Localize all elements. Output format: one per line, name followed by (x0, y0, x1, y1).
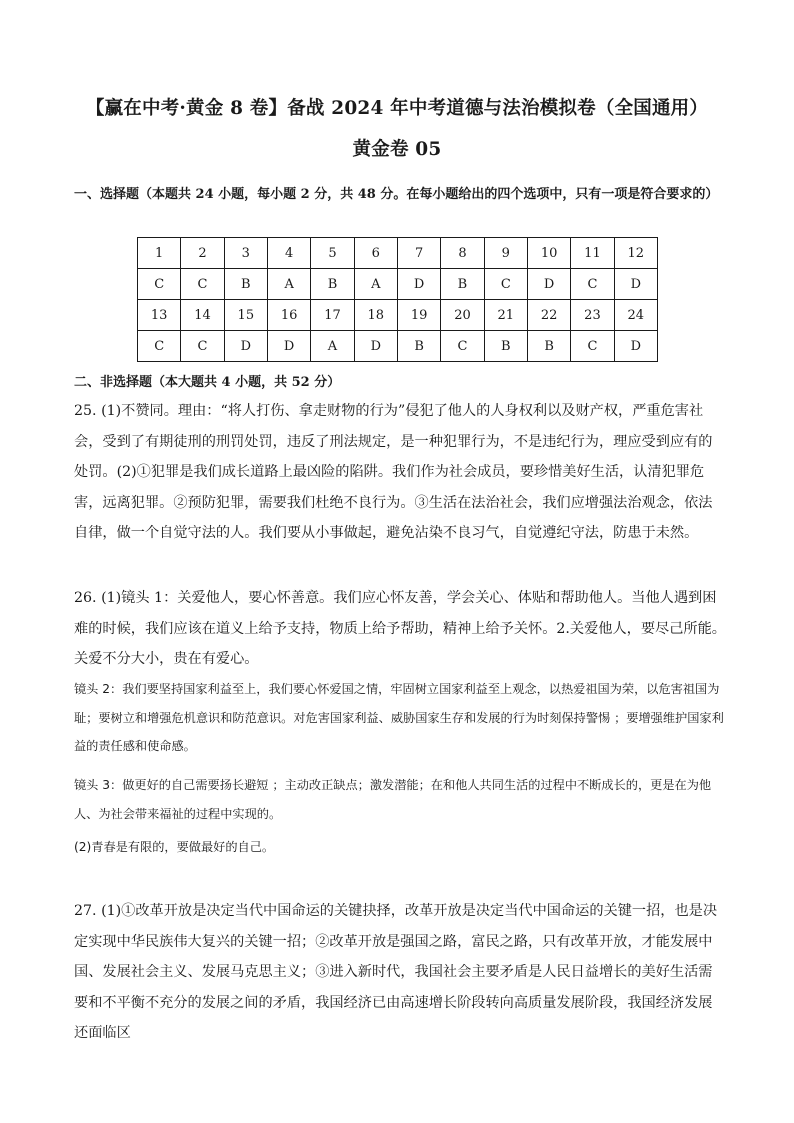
answer-cell: B (311, 269, 354, 300)
answer-cell: D (267, 331, 310, 362)
question-number-cell: 13 (138, 300, 181, 331)
answer-cell: C (441, 331, 484, 362)
answer-cell: D (397, 269, 440, 300)
question-number-cell: 15 (224, 300, 267, 331)
answer-cell: B (527, 331, 570, 362)
question-number-cell: 23 (571, 300, 614, 331)
answer-cell: B (224, 269, 267, 300)
answer-table (137, 237, 658, 362)
question-number-cell: 16 (267, 300, 310, 331)
section-heading-multiple-choice: 一、选择题（本题共 24 小题，每小题 2 分，共 48 分。在每小题给出的四个选项中，只有一项是符合要求的） (74, 187, 719, 202)
answer-row (138, 269, 658, 300)
answer-cell: A (354, 269, 397, 300)
question-26-part-4: (2)青春是有限的，要做最好的自己。 (74, 840, 275, 854)
answer-cell: C (571, 269, 614, 300)
answer-cell: A (311, 331, 354, 362)
answer-cell: B (441, 269, 484, 300)
question-number-cell: 21 (484, 300, 527, 331)
question-number-cell: 5 (311, 238, 354, 269)
section-heading-non-choice: 二、非选择题（本大题共 4 小题，共 52 分） (74, 375, 341, 390)
question-number-cell: 1 (138, 238, 181, 269)
answer-cell: B (484, 331, 527, 362)
question-number-cell: 20 (441, 300, 484, 331)
answer-cell: C (484, 269, 527, 300)
question-number-cell: 14 (181, 300, 224, 331)
document-title: 【赢在中考·黄金 8 卷】备战 2024 年中考道德与法治模拟卷（全国通用） (85, 98, 709, 119)
question-27-answer: 27. (1)①改革开放是决定当代中国命运的关键抉择，改革开放是决定当代中国命运的关键一招，也是决定实现中华民族伟大复兴的关键一招；②改革开放是强国之路，富民之路，只有改革开放，才能发展中国、发展社会主义、发展马克思主义；③进入新时代，我国社会主要矛盾是人民日益增长的美好生活需要和不平衡不充分的发展之间的矛盾，我国经济已由高速增长阶段转向高质量发展阶段，我国经济发展还面临区 (74, 903, 718, 1041)
question-number-cell: 24 (614, 300, 657, 331)
question-number-cell: 10 (527, 238, 570, 269)
question-26-part-2: 镜头 2：我们要坚持国家利益至上，我们要心怀爱国之情，牢固树立国家利益至上观念，以热爱祖国为荣，以危害祖国为耻；要树立和增强危机意识和防范意识。对危害国家利益、威胁国家生存和发展的行为时刻保持警惕 ；要增强维护国家利益的责任感和使命感。 (74, 682, 724, 753)
answer-cell: C (181, 269, 224, 300)
answer-cell: C (138, 331, 181, 362)
question-number-row (138, 238, 658, 269)
question-number-cell: 6 (354, 238, 397, 269)
question-number-cell: 9 (484, 238, 527, 269)
question-number-cell: 19 (397, 300, 440, 331)
answer-row (138, 331, 658, 362)
document-subtitle: 黄金卷 05 (352, 139, 442, 160)
answer-cell: C (181, 331, 224, 362)
question-number-cell: 3 (224, 238, 267, 269)
answer-cell: A (267, 269, 310, 300)
question-number-cell: 2 (181, 238, 224, 269)
answer-cell: C (571, 331, 614, 362)
question-number-cell: 11 (571, 238, 614, 269)
answer-cell: D (354, 331, 397, 362)
question-number-cell: 8 (441, 238, 484, 269)
question-number-cell: 18 (354, 300, 397, 331)
question-number-cell: 7 (397, 238, 440, 269)
question-number-cell: 4 (267, 238, 310, 269)
question-number-row (138, 300, 658, 331)
question-number-cell: 22 (527, 300, 570, 331)
answer-cell: B (397, 331, 440, 362)
answer-cell: D (527, 269, 570, 300)
question-number-cell: 17 (311, 300, 354, 331)
question-26-part-1: 26. (1)镜头 1：关爱他人，要心怀善意。我们应心怀友善，学会关心、体贴和帮助他人。当他人遇到困难的时候，我们应该在道义上给予支持，物质上给予帮助，精神上给予关怀。2.关爱他人，要尽己所能。关爱不分大小，贵在有爱心。 (74, 590, 726, 667)
answer-cell: C (138, 269, 181, 300)
question-number-cell: 12 (614, 238, 657, 269)
question-25-answer: 25. (1)不赞同。理由：“将人打伤、拿走财物的行为”侵犯了他人的人身权利以及财产权，严重危害社会，受到了有期徒刑的刑罚处罚，违反了刑法规定，是一种犯罪行为，不是违纪行为，理应受到应有的处罚。(2)①犯罪是我们成长道路上最凶险的陷阱。我们作为社会成员，要珍惜美好生活，认清犯罪危害，远离犯罪。②预防犯罪，需要我们杜绝不良行为。③生活在法治社会，我们应增强法治观念，依法自律，做一个自觉守法的人。我们要从小事做起，避免沾染不良习气，自觉遵纪守法，防患于未然。 (74, 403, 713, 541)
answer-cell: D (614, 269, 657, 300)
question-26-part-3: 镜头 3：做更好的自己需要扬长避短 ；主动改正缺点；激发潜能；在和他人共同生活的过程中不断成长的，更是在为他人、为社会带来福祉的过程中实现的。 (74, 778, 712, 821)
answer-cell: D (614, 331, 657, 362)
answer-cell: D (224, 331, 267, 362)
